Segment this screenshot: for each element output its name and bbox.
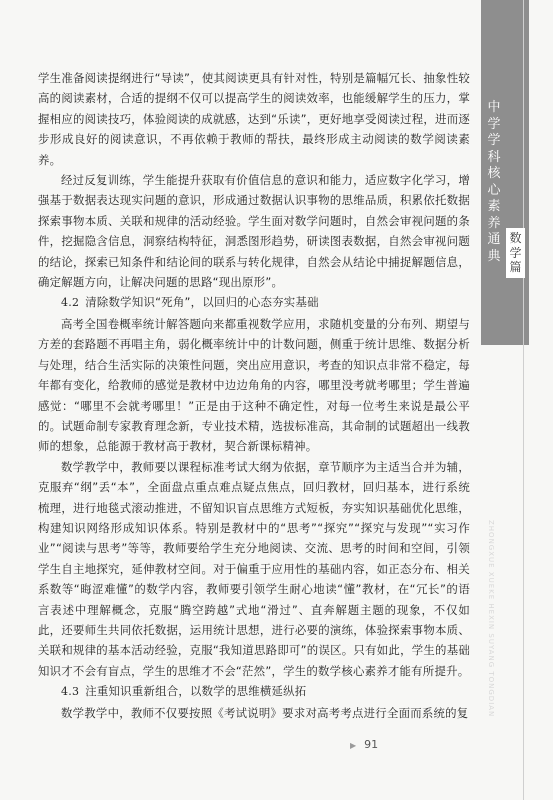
section-number: 4.2 bbox=[61, 296, 80, 310]
margin-rule bbox=[523, 0, 524, 800]
paragraph: 学生准备阅读提纲进行“导读”，使其阅读更具有针对性，特别是篇幅冗长、抽象性较高的阅读素材，合适的提纲不仅可以提高学生的阅读效率，也能缓解学生的压力，掌握相应的阅读技巧，体验阅读的成就感，达到“乐读”，更好地享受阅读过程，进而逐步形成良好的阅读意识，不再依赖于教师的帮扶，最终形成主动阅读的数学阅读素养。 bbox=[38, 71, 470, 167]
section-heading-4-2 bbox=[38, 292, 470, 313]
book-title-vertical: 中学学科核心素养通典 bbox=[487, 100, 501, 264]
edge-running-text: ZHONGXUE XUEKE HEXIN SUYANG TONGDIAN bbox=[487, 520, 495, 718]
paragraph: 高考全国卷概率统计解答题向来都重视数学应用，求随机变量的分布列、期望与方差的套路题不再唱主角，弱化概率统计中的计数问题，侧重于统计思维、数据分析与处理，结合生活实际的决策性问题，突出应用意识，考查的知识点非常不稳定，每年都有变化，给教师的感觉是教材中边边角角的内容，哪里没考就考哪里；学生普遍感觉：“哪里不会就考哪里！”正是由于这种不确定性，对每一位考生来说是最公平的。试题命制专家教育理念新，专业技术精，选拔标准高，其命制的试题超出一线教师的想象，总能源于教材高于教材，契合新课标精神。 bbox=[38, 316, 470, 454]
section-number: 4.3 bbox=[61, 685, 80, 699]
section-label: 数学篇 bbox=[509, 231, 522, 274]
paragraph: 经过反复训练，学生能提升获取有价值信息的意识和能力，适应数字化学习，增强基于数据表达现实问题的意识，形成通过数据认识事物的思维品质，积累依托数据探索事物本质、关联和规律的活动经验。学生面对数学问题时，自然会审视问题的条件，挖掘隐含信息，洞察结构特征，洞悉图形趋势，研读图表数据，自然会审视问题的结论，探索已知条件和结论间的联系与转化规律，自然会从结论中捕捉解题信息，确定解题方向，让解决问题的思路“现出原形”。 bbox=[38, 173, 470, 290]
section-title: 清除数学知识“死角”，以回归的心态夯实基础 bbox=[85, 295, 319, 310]
page-number: 91 bbox=[364, 738, 379, 751]
paragraph: 数学教学中，教师要以课程标准考试大纲为依据，章节顺序为主适当合并为辅，克服弃“纲”丢“本”，全面盘点重点难点疑点焦点，回归教材，回归基本，进行系统梳理，进行地毯式滚动推进，不留知识盲点思维方式短板，夯实知识基础优化思维，构建知识网络形成知识体系。特别是教材中的“思考”“探究”“探究与发现”“实习作业”“阅读与思考”等等，教师要给学生充分地阅读、交流、思考的时间和空间，引领学生自主地探究，延伸教材空间。对于偏重于应用性的基础内容，如正态分布、相关系数等“晦涩难懂”的数学内容，教师要引领学生耐心地读“懂”教材，在“冗长”的语言表述中理解概念，克服“腾空跨越”式地“滑过”、直奔解题主题的现象，不仅如此，还要师生共同依托数据，运用统计思想，进行必要的演练，体验探索事物本质、关联和规律的基本活动经验，克服“我知道思路即可”的误区。只有如此，学生的基础知识才不会有盲点，学生的思维才不会“茫然”，学生的数学核心素养才能有所提升。 bbox=[38, 459, 470, 678]
section-title: 注重知识重新组合，以数学的思维横延纵拓 bbox=[85, 684, 307, 699]
section-heading-4-3 bbox=[38, 681, 470, 702]
paragraph: 数学教学中，教师不仅要按照《考试说明》要求对高考考点进行全面而系统的复 bbox=[61, 705, 469, 720]
triangle-marker-icon: ▶ bbox=[350, 741, 357, 750]
body-text-top bbox=[38, 68, 470, 723]
page-number-footer bbox=[350, 738, 378, 751]
